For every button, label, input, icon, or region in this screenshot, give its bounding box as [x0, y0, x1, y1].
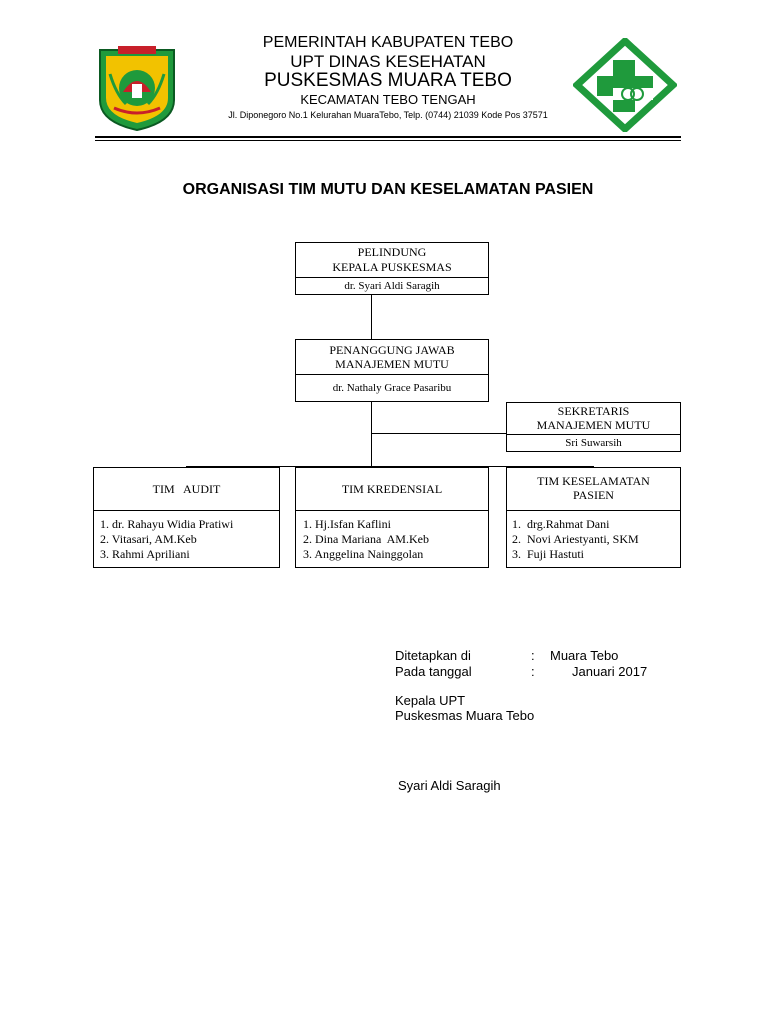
list-item: 1. dr. Rahayu Widia Pratiwi [100, 517, 234, 531]
team-kredensial-name: TIM KREDENSIAL [341, 482, 443, 496]
team-audit-name: TIM AUDIT [152, 482, 221, 496]
pj-separator [296, 374, 488, 375]
team-audit-box [93, 467, 280, 568]
pelindung-separator [296, 277, 488, 278]
team-audit-members [100, 517, 233, 562]
header-address: Jl. Diponegoro No.1 Kelurahan MuaraTebo, Telp. (0744) 21039 Kode Pos 37571 [228, 110, 548, 120]
header-district: KECAMATAN TEBO TENGAH [300, 92, 476, 107]
sig-label-date: Pada tanggal [395, 664, 472, 679]
header-rule-thin [95, 140, 681, 141]
team-keselamatan-name-line2: PASIEN [573, 488, 614, 502]
sig-place: Muara Tebo [550, 648, 619, 663]
pelindung-role-line2: KEPALA PUSKESMAS [332, 260, 452, 274]
list-item: 2. Novi Ariestyanti, SKM [512, 532, 639, 546]
sekretaris-role-line1: SEKRETARIS [557, 404, 630, 418]
list-item: 2. Dina Mariana AM.Keb [303, 532, 429, 546]
sig-date: Januari 2017 [572, 664, 648, 679]
list-item: 3. Fuji Hastuti [512, 547, 585, 561]
sig-position-line1: Kepala UPT [395, 693, 466, 708]
sig-position-line2: Puskesmas Muara Tebo [395, 708, 535, 723]
page-title: ORGANISASI TIM MUTU DAN KESELAMATAN PASIEN [182, 181, 594, 198]
sekretaris-name: Sri Suwarsih [565, 437, 622, 449]
team-kredensial-separator [296, 510, 488, 511]
connector-pelindung-pj [371, 294, 372, 340]
sekretaris-separator [507, 434, 680, 435]
header-puskesmas: PUSKESMAS MUARA TEBO [264, 70, 512, 91]
list-item: 1. Hj.Isfan Kaflini [303, 517, 391, 531]
header-government: PEMERINTAH KABUPATEN TEBO [262, 34, 514, 51]
header-department: UPT DINAS KESEHATAN [290, 52, 486, 71]
sekretaris-box [506, 402, 681, 452]
team-audit-separator [94, 510, 279, 511]
header-rule-thick [95, 136, 681, 138]
sig-colon-place: : [531, 648, 535, 663]
sig-name: Syari Aldi Saragih [398, 778, 501, 793]
list-item: 3. Anggelina Nainggolan [303, 547, 424, 561]
list-item: 3. Rahmi Apriliani [100, 547, 190, 561]
sig-colon-date: : [531, 664, 535, 679]
team-keselamatan-box [506, 467, 681, 568]
pj-role-line1: PENANGGUNG JAWAB [329, 343, 455, 357]
team-kredensial-members [303, 517, 429, 562]
team-keselamatan-members [512, 517, 639, 562]
pelindung-name: dr. Syari Aldi Saragih [344, 280, 440, 292]
sig-label-place: Ditetapkan di [395, 648, 471, 663]
pj-name: dr. Nathaly Grace Pasaribu [332, 382, 452, 394]
kabupaten-emblem-logo [96, 44, 178, 132]
connector-pj-teams [371, 401, 372, 467]
list-item: 2. Vitasari, AM.Keb [100, 532, 197, 546]
team-keselamatan-separator [507, 510, 680, 511]
pj-role-line2: MANAJEMEN MUTU [335, 357, 449, 371]
pelindung-box [295, 242, 489, 295]
team-kredensial-box [295, 467, 489, 568]
sekretaris-role-line2: MANAJEMEN MUTU [536, 418, 651, 432]
pelindung-role-line1: PELINDUNG [357, 245, 427, 259]
penanggung-jawab-box [295, 339, 489, 402]
list-item: 1. drg.Rahmat Dani [512, 517, 610, 531]
team-keselamatan-name-line1: TIM KESELAMATAN [537, 474, 650, 488]
connector-sekretaris [371, 433, 507, 434]
